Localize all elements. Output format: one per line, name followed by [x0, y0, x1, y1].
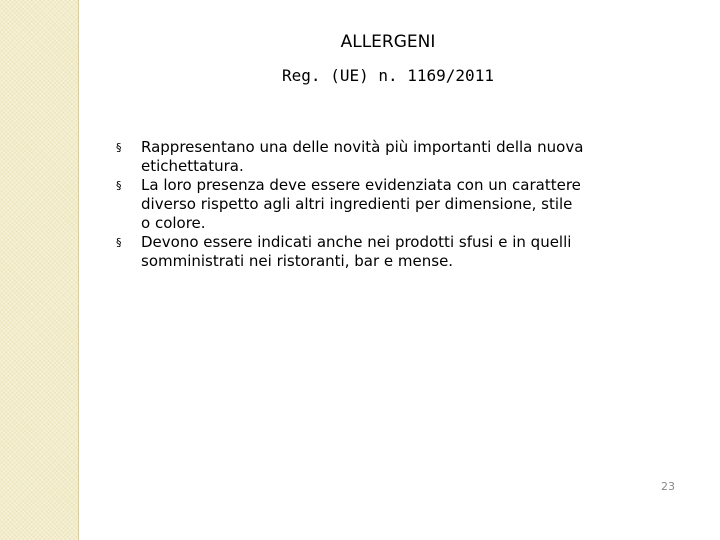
decorative-side-band	[0, 0, 79, 540]
bullet-line: La loro presenza deve essere evidenziata con un carattere	[141, 176, 581, 194]
page-number: 23	[661, 480, 675, 493]
bullet-marker-icon: §	[116, 141, 122, 154]
bullet-line: diverso rispetto agli altri ingredienti per dimensione, stile	[141, 195, 573, 213]
bullet-line: o colore.	[141, 214, 206, 232]
bullet-line: somministrati nei ristoranti, bar e mense.	[141, 252, 454, 270]
bullet-line: Devono essere indicati anche nei prodotti sfusi e in quelli	[141, 233, 572, 251]
bullet-line: etichettatura.	[141, 157, 244, 175]
bullet-marker-icon: §	[116, 236, 122, 249]
bullet-line: Rappresentano una delle novità più importanti della nuova	[141, 138, 584, 156]
bullet-item-2	[116, 176, 636, 233]
bullet-item-3	[116, 233, 636, 271]
bullet-marker-icon: §	[116, 179, 122, 192]
bullet-list	[116, 138, 636, 271]
slide-title: ALLERGENI	[340, 32, 436, 52]
slide-subtitle: Reg. (UE) n. 1169/2011	[282, 66, 494, 85]
bullet-item-1	[116, 138, 636, 176]
